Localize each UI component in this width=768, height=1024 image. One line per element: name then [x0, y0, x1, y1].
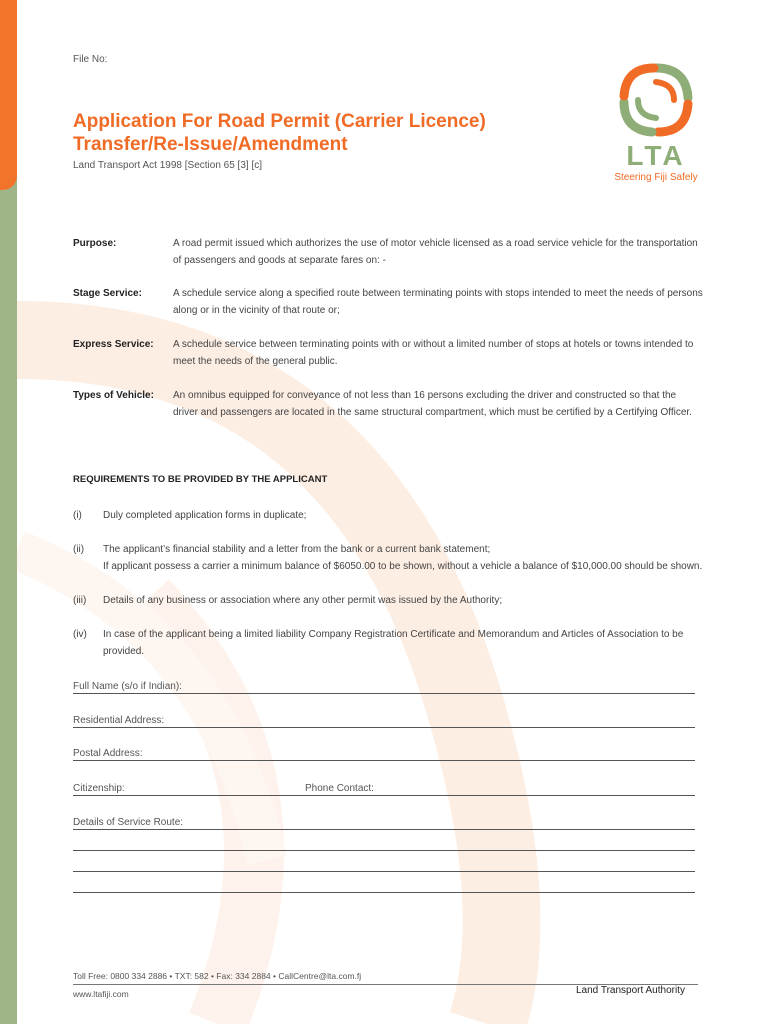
- service-route-label: Details of Service Route:: [73, 817, 184, 828]
- requirement-text-block: [103, 541, 703, 575]
- page-subtitle: Land Transport Act 1998 [Section 65 [3] [c]: [73, 160, 263, 171]
- file-no-label: File No:: [73, 54, 108, 65]
- requirement-number: (iii): [73, 595, 87, 606]
- citizenship-phone-field[interactable]: [73, 781, 695, 796]
- definition-text: A schedule service along a specified route between terminating points with stops intended to meet the needs of persons along or in the vicinity of that route or;: [173, 288, 703, 316]
- logo-tagline: Steering Fiji Safely: [614, 172, 698, 183]
- definition-express-service: [73, 336, 703, 370]
- definition-purpose: [73, 235, 703, 269]
- postal-address-field[interactable]: [73, 746, 695, 761]
- page-title: [73, 110, 486, 156]
- definition-label: Types of Vehicle:: [73, 390, 154, 401]
- title-line-1: Application For Road Permit (Carrier Licence): [73, 111, 486, 132]
- requirement-number: (i): [73, 510, 82, 521]
- definition-label: Stage Service:: [73, 288, 142, 299]
- definition-text: A road permit issued which authorizes the use of motor vehicle licensed as a road service vehicle for the transportation of passengers and goods at separate fares on: -: [173, 238, 698, 266]
- service-route-line[interactable]: [73, 871, 695, 872]
- requirement-text: The applicant’s financial stability and a letter from the bank or a current bank statement;: [103, 544, 491, 555]
- definition-text: An omnibus equipped for conveyance of not less than 16 persons excluding the driver and constructed so that the driver and passengers are located in the same structural compartment, which must be certified by a Certifying Officer.: [173, 390, 692, 418]
- definition-types-of-vehicle: [73, 387, 703, 421]
- residential-address-label: Residential Address:: [73, 715, 165, 726]
- definition-label: Purpose:: [73, 238, 117, 249]
- title-line-2: Transfer/Re-Issue/Amendment: [73, 134, 348, 155]
- service-route-field[interactable]: [73, 815, 695, 830]
- footer-website-link[interactable]: www.ltafiji.com: [73, 989, 129, 999]
- requirements-heading: REQUIREMENTS TO BE PROVIDED BY THE APPLICANT: [73, 474, 328, 485]
- lta-logo: [608, 60, 704, 200]
- logo-wordmark: LTA: [626, 140, 686, 171]
- postal-address-label: Postal Address:: [73, 748, 143, 759]
- citizenship-label: Citizenship:: [73, 783, 125, 794]
- footer-authority-name: Land Transport Authority: [576, 985, 685, 996]
- definition-text: A schedule service between terminating points with or without a limited number of stops at hotels or towns intended to meet the needs of the general public.: [173, 339, 694, 367]
- footer-contact: Toll Free: 0800 334 2886 • TXT: 582 • Fax: 334 2884 • CallCentre@lta.com.fj: [73, 971, 362, 981]
- service-route-line[interactable]: [73, 850, 695, 851]
- phone-contact-label: Phone Contact:: [305, 783, 374, 794]
- full-name-label: Full Name (s/o if Indian):: [73, 681, 182, 692]
- requirement-text: Duly completed application forms in duplicate;: [103, 510, 307, 521]
- residential-address-field[interactable]: [73, 713, 695, 728]
- requirement-text: Details of any business or association where any other permit was issued by the Authority;: [103, 595, 503, 606]
- requirement-number: (ii): [73, 544, 85, 555]
- requirement-text: In case of the applicant being a limited liability Company Registration Certificate and Memorandum and Articles of Association to be provided.: [103, 629, 684, 657]
- requirement-text-continued: If applicant possess a carrier a minimum balance of $6050.00 to be shown, without a vehicle a balance of $10,000.00 should be shown.: [103, 561, 703, 572]
- requirement-item: [73, 541, 703, 575]
- requirement-item: [73, 507, 703, 524]
- requirement-number: (iv): [73, 629, 87, 640]
- requirement-item: [73, 592, 703, 609]
- swirl-logo-icon: [616, 60, 696, 140]
- requirement-item: [73, 626, 703, 660]
- definition-label: Express Service:: [73, 339, 154, 350]
- definition-stage-service: [73, 285, 703, 319]
- service-route-line[interactable]: [73, 892, 695, 893]
- full-name-field[interactable]: [73, 679, 695, 694]
